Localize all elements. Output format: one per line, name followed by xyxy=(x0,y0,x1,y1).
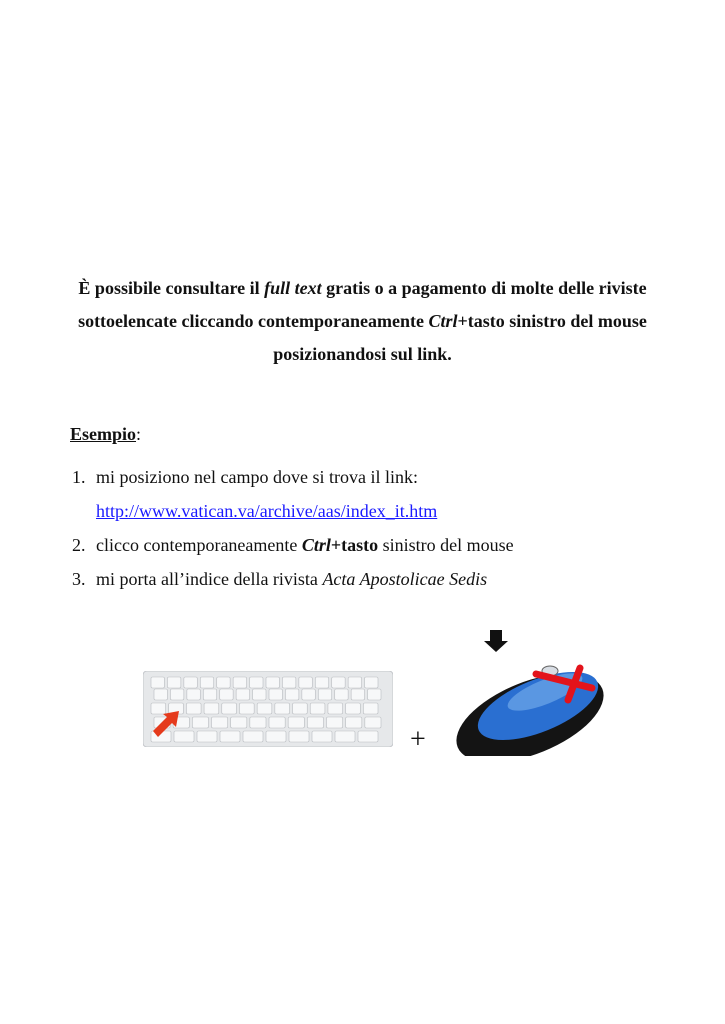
keyboard-key xyxy=(192,717,208,728)
list-item-link xyxy=(72,494,672,528)
keyboard-key xyxy=(335,689,348,700)
example-heading-label: Esempio xyxy=(70,424,137,444)
keyboard-key xyxy=(250,677,263,688)
step-ctrl: Ctrl xyxy=(301,535,331,555)
keyboard-key xyxy=(197,731,217,742)
keyboard-key xyxy=(200,677,213,688)
keyboard-key xyxy=(250,717,266,728)
step-plus-tasto: +tasto xyxy=(330,535,379,555)
example-heading-colon: : xyxy=(136,424,142,444)
journal-title: Acta Apostolicae Sedis xyxy=(322,569,488,589)
keyboard-key xyxy=(363,703,378,714)
keyboard-key xyxy=(312,731,332,742)
keyboard-key xyxy=(167,677,180,688)
list-item xyxy=(72,562,672,596)
keyboard-key xyxy=(170,689,183,700)
keyboard-key xyxy=(253,689,266,700)
keyboard-key xyxy=(327,717,343,728)
keyboard-key xyxy=(231,717,247,728)
step-text: mi porta all’indice della rivista xyxy=(96,569,323,589)
keyboard-key xyxy=(315,677,328,688)
list-item xyxy=(72,528,672,562)
plus-sign: + xyxy=(410,724,426,755)
keyboard-key xyxy=(266,677,279,688)
intro-text-1: È possibile consultare il xyxy=(78,278,265,298)
down-arrow-icon xyxy=(484,630,508,652)
keyboard-key xyxy=(299,677,312,688)
vatican-link[interactable]: http://www.vatican.va/archive/aas/index_it.htm xyxy=(96,501,438,521)
keyboard-key xyxy=(220,731,240,742)
keyboard-icon xyxy=(143,671,393,752)
keyboard-key xyxy=(184,677,197,688)
keyboard-key xyxy=(151,703,166,714)
keyboard-key xyxy=(204,703,219,714)
keyboard-key xyxy=(288,717,304,728)
keyboard-key xyxy=(282,677,295,688)
keyboard-key xyxy=(302,689,315,700)
keyboard-key xyxy=(328,703,343,714)
keyboard-key xyxy=(269,689,282,700)
keyboard-key xyxy=(186,703,201,714)
steps-list xyxy=(72,460,672,596)
keyboard-key xyxy=(351,689,364,700)
keyboard-key xyxy=(151,677,164,688)
intro-paragraph xyxy=(40,272,685,371)
keyboard-key xyxy=(332,677,345,688)
keyboard-key xyxy=(365,677,378,688)
step-text: clicco contemporaneamente xyxy=(96,535,302,555)
intro-text-2: gratis o a pagamento di molte delle riviste sottoelencate cliccando contemporaneamente xyxy=(78,278,647,331)
keyboard-key xyxy=(275,703,290,714)
keyboard-key xyxy=(346,717,362,728)
keyboard-key xyxy=(285,689,298,700)
keyboard-key xyxy=(310,703,325,714)
keyboard-key xyxy=(293,703,308,714)
step-text-post: sinistro del mouse xyxy=(378,535,514,555)
intro-fulltext: full text xyxy=(264,278,322,298)
keyboard-key xyxy=(236,689,249,700)
keyboard-key xyxy=(243,731,263,742)
list-item xyxy=(72,460,672,494)
keyboard-key xyxy=(203,689,216,700)
keyboard-key xyxy=(239,703,254,714)
keyboard-key xyxy=(220,689,233,700)
step-number: 2. xyxy=(72,535,86,555)
keyboard-key xyxy=(257,703,272,714)
step-number: 3. xyxy=(72,569,86,589)
keyboard-key xyxy=(187,689,200,700)
keyboard-key xyxy=(269,717,285,728)
keyboard-key xyxy=(358,731,378,742)
keyboard-key xyxy=(365,717,381,728)
keyboard-key xyxy=(346,703,361,714)
intro-ctrl: Ctrl xyxy=(428,311,458,331)
keyboard-key xyxy=(368,689,381,700)
keyboard-key xyxy=(212,717,228,728)
keyboard-key xyxy=(233,677,246,688)
keyboard-key xyxy=(154,689,167,700)
step-text: mi posiziono nel campo dove si trova il link: xyxy=(96,467,418,487)
keyboard-key xyxy=(307,717,323,728)
mouse-icon xyxy=(450,626,625,761)
intro-text-3: +tasto sinistro del mouse posizionandosi sul link. xyxy=(273,311,647,364)
example-heading xyxy=(70,424,141,445)
keyboard-key xyxy=(222,703,237,714)
keyboard-key xyxy=(174,731,194,742)
keyboard-key xyxy=(335,731,355,742)
keyboard-key xyxy=(217,677,230,688)
keyboard-key xyxy=(318,689,331,700)
keyboard-svg xyxy=(143,671,393,747)
keyboard-key xyxy=(266,731,286,742)
mouse-svg xyxy=(450,626,625,756)
step-number: 1. xyxy=(72,467,86,487)
keyboard-key xyxy=(289,731,309,742)
keyboard-key xyxy=(348,677,361,688)
